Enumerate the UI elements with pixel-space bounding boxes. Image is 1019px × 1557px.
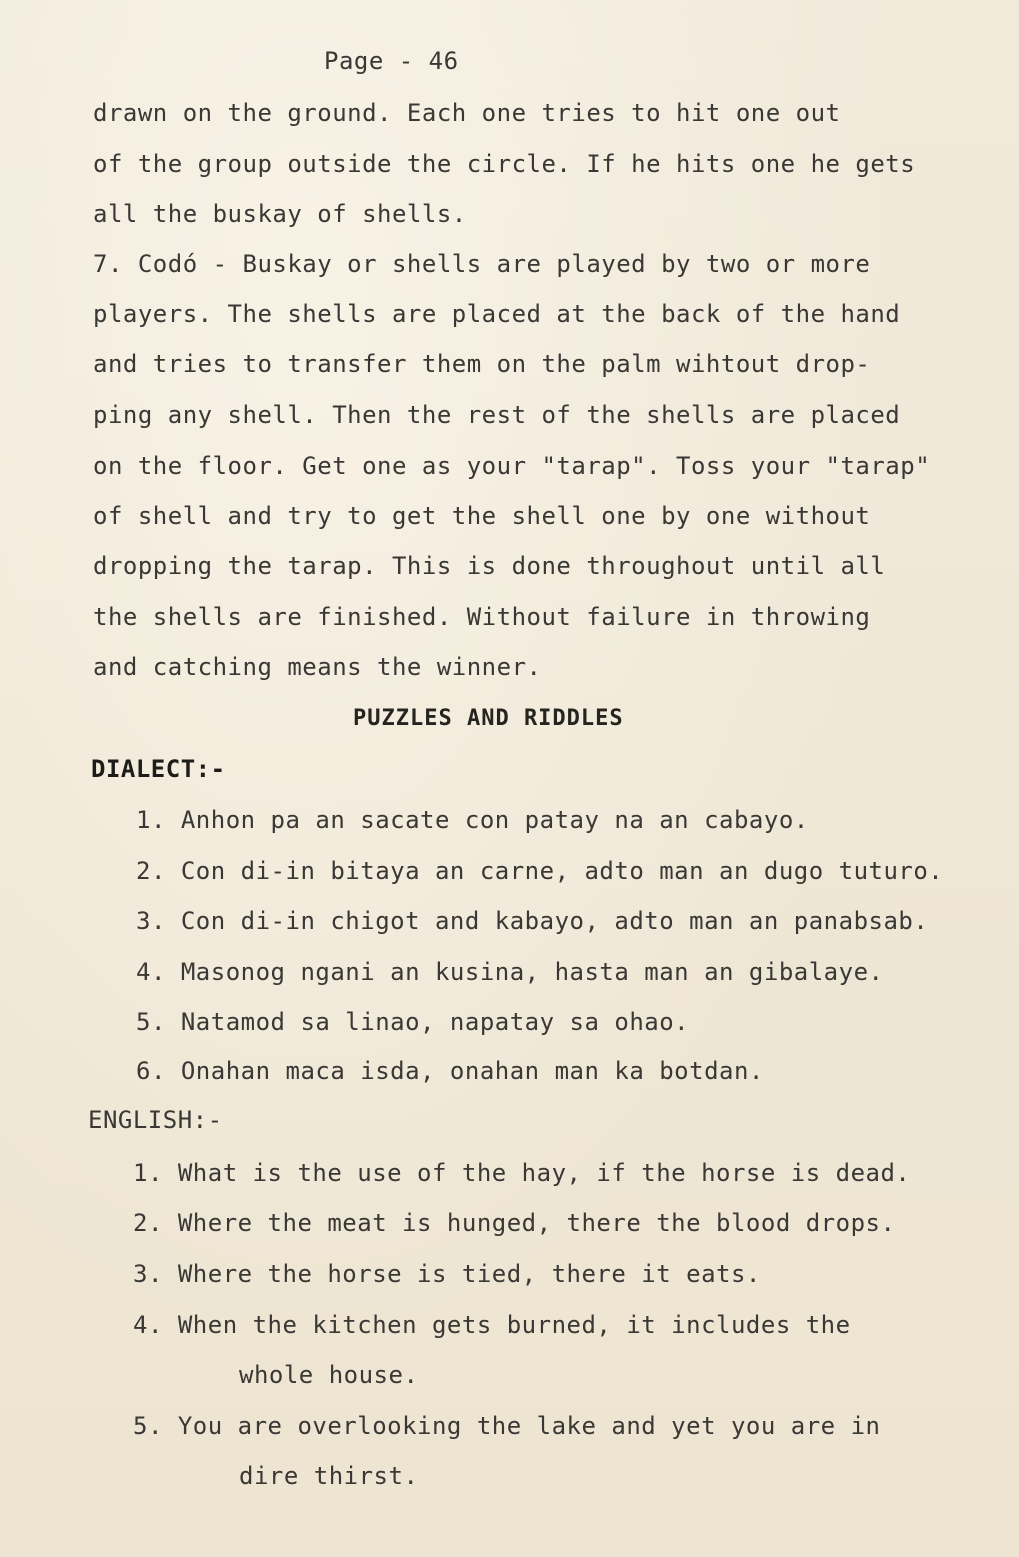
paragraph-line: of the group outside the circle. If he hits one he gets [93, 150, 916, 178]
paragraph-line: drawn on the ground. Each one tries to hit one out [93, 99, 841, 127]
paragraph-line: on the floor. Get one as your "tarap". Toss your "tarap" [93, 452, 931, 480]
dialect-riddle: 2. Con di-in bitaya an carne, adto man an dugo tuturo. [136, 857, 944, 885]
paragraph-line: and catching means the winner. [93, 653, 542, 681]
paragraph-line: all the buskay of shells. [93, 200, 467, 228]
dialect-riddle: 6. Onahan maca isda, onahan man ka botdan. [136, 1057, 764, 1085]
paragraph-line: ping any shell. Then the rest of the shells are placed [93, 401, 901, 429]
dialect-label: DIALECT:- [91, 755, 226, 783]
english-riddle: 5. You are overlooking the lake and yet you are in [133, 1412, 881, 1440]
paragraph-line: and tries to transfer them on the palm wihtout drop- [93, 350, 871, 378]
english-riddle-continuation: whole house. [239, 1361, 419, 1389]
english-label: ENGLISH:- [88, 1106, 223, 1134]
section-title: PUZZLES AND RIDDLES [353, 706, 624, 731]
dialect-riddle: 5. Natamod sa linao, napatay sa ohao. [136, 1008, 690, 1036]
dialect-riddle: 4. Masonog ngani an kusina, hasta man an gibalaye. [136, 958, 884, 986]
english-riddle-continuation: dire thirst. [239, 1462, 419, 1490]
paragraph-line: dropping the tarap. This is done throughout until all [93, 552, 886, 580]
paragraph-line: of shell and try to get the shell one by one without [93, 502, 871, 530]
english-riddle: 1. What is the use of the hay, if the horse is dead. [133, 1159, 911, 1187]
dialect-riddle: 1. Anhon pa an sacate con patay na an cabayo. [136, 806, 809, 834]
paragraph-line: 7. Codó - Buskay or shells are played by two or more [93, 250, 871, 278]
english-riddle: 4. When the kitchen gets burned, it includes the [133, 1311, 851, 1339]
dialect-riddle: 3. Con di-in chigot and kabayo, adto man an panabsab. [136, 907, 929, 935]
english-riddle: 3. Where the horse is tied, there it eats. [133, 1260, 761, 1288]
paragraph-line: the shells are finished. Without failure in throwing [93, 603, 871, 631]
page-header: Page - 46 [324, 47, 459, 75]
paragraph-line: players. The shells are placed at the back of the hand [93, 300, 901, 328]
english-riddle: 2. Where the meat is hunged, there the blood drops. [133, 1209, 896, 1237]
